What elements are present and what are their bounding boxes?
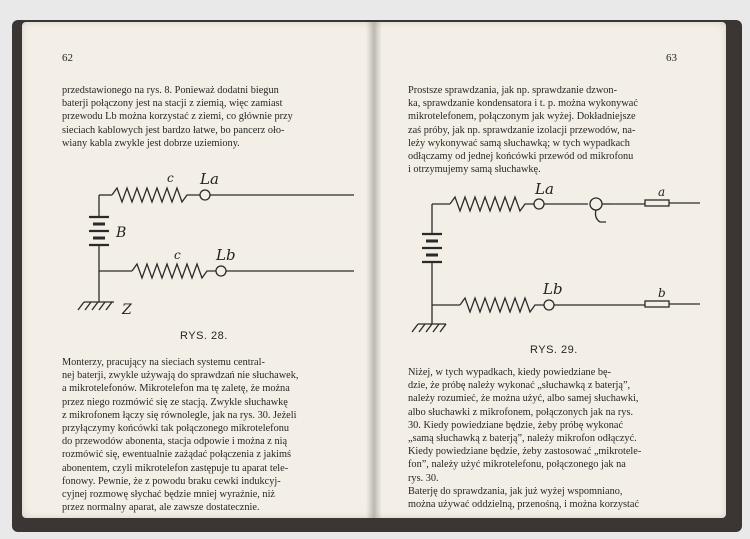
label-la: La bbox=[200, 170, 219, 188]
label-b: b bbox=[658, 286, 666, 300]
text-line: i otrzymujemy samą słuchawkę. bbox=[408, 164, 541, 176]
text-line: Niżej, w tych wypadkach, kiedy powiedziane bę- bbox=[408, 367, 612, 378]
figure-caption-29: RYS. 29. bbox=[530, 344, 578, 356]
text-line: Baterję do sprawdzania, jak już wyżej wspomniano, bbox=[408, 485, 623, 497]
left-page bbox=[22, 22, 374, 518]
text-line: zaś próby, jak np. sprawdzanie izolacji przewodów, na- bbox=[408, 124, 636, 136]
terminal-la bbox=[534, 199, 544, 209]
page-number-right: 63 bbox=[666, 52, 677, 64]
text-line: należy rozumieć, że można użyć, albo samej słuchawki, bbox=[408, 393, 639, 405]
receiver-icon bbox=[590, 198, 610, 222]
text-line: leży wykonywać samą słuchawką; w tych wypadkach bbox=[408, 137, 630, 149]
label-c-bottom: c bbox=[174, 248, 181, 262]
text-line: rozmówić się, ewentualnie zażądać połączenia z jakimś bbox=[62, 449, 291, 461]
text-line: przez niego rozmówić się ze stacją. Zwykle słuchawkę bbox=[62, 396, 288, 408]
text-line: mikrotelefonem, połączonym jak wyżej. Dokładniejsze bbox=[408, 111, 636, 123]
terminal-lb bbox=[216, 266, 226, 276]
resistor-c-top bbox=[112, 188, 200, 202]
text-line: przyłączymy końcówki tak połączonego mikrotelefonu bbox=[62, 423, 290, 435]
text-line: dzie, że próbę należy wykonać „słuchawką z baterją”, bbox=[408, 380, 631, 392]
left-bottom-paragraph bbox=[62, 356, 352, 514]
text-line: ka, sprawdzanie kondensatora i t. p. można wykonywać bbox=[408, 98, 638, 110]
circuit-diagram-29 bbox=[410, 182, 710, 342]
text-line: fon”, należy użyć mikrotelefonu, połączonego jak na bbox=[408, 459, 626, 471]
terminal-la bbox=[200, 190, 210, 200]
text-line: cyjnej rozmowę słychać będzie mniej wyraźnie, niż bbox=[62, 489, 275, 501]
label-battery: B bbox=[116, 225, 127, 241]
text-line: „samą słuchawką z baterją”, należy mikrofon odłączyć. bbox=[408, 433, 637, 445]
figure-caption-28: RYS. 28. bbox=[180, 330, 228, 342]
label-la: La bbox=[535, 180, 554, 198]
text-line: abonentem, czyli mikrotelefon zastępuje tu aparat tele- bbox=[62, 462, 289, 474]
right-top-paragraph bbox=[408, 84, 698, 176]
text-line: 30. Kiedy powiedziane będzie, żeby próbę wykonać bbox=[408, 419, 624, 431]
label-lb: Lb bbox=[543, 280, 563, 298]
resistor-bottom bbox=[460, 298, 544, 312]
text-line: z mikrofonem łączy się równolegle, jak na rys. 30. Jeżeli bbox=[62, 409, 297, 421]
text-line: a mikrotelefonów. Mikrotelefon ma tę zaletę, że można bbox=[62, 383, 290, 395]
resistor-c-bottom bbox=[132, 264, 216, 278]
clip-a bbox=[645, 200, 669, 206]
left-top-paragraph bbox=[62, 84, 352, 150]
text-line: fonowy. Pewnie, że z powodu braku cewki indukcyj- bbox=[62, 475, 281, 487]
text-line: wiany kabla zwykle jest dobrze uziemiony. bbox=[62, 137, 240, 149]
text-line: baterji połączony jest na stacji z ziemią, więc zamiast bbox=[62, 98, 283, 110]
circuit-diagram-28 bbox=[64, 162, 364, 322]
text-line: do przewodów abonenta, stacja odpowie i można z nią bbox=[62, 436, 288, 448]
text-line: rys. 30. bbox=[408, 472, 439, 484]
label-lb: Lb bbox=[216, 246, 236, 264]
text-line: Kiedy powiedziane będzie, żeby zastosować „mikrotele- bbox=[408, 446, 642, 458]
text-line: Monterzy, pracujący na sieciach systemu central- bbox=[62, 357, 265, 368]
text-line: przedstawionego na rys. 8. Ponieważ dodatni biegun bbox=[62, 85, 279, 96]
text-line: odłączamy od jednej końcówki przewód od mikrofonu bbox=[408, 151, 634, 163]
clip-b bbox=[645, 301, 669, 307]
right-bottom-paragraph bbox=[408, 366, 698, 511]
resistor-top bbox=[450, 197, 534, 211]
text-line: albo słuchawki z mikrofonem, połączonych jak na rys. bbox=[408, 406, 634, 418]
right-page bbox=[374, 22, 726, 518]
text-line: można używać oddzielną, przenośną, i można korzystać bbox=[408, 499, 640, 511]
book-gutter bbox=[366, 22, 382, 518]
label-a: a bbox=[658, 185, 666, 199]
text-line: przewodu Lb można korzystać z ziemi, co głównie przy bbox=[62, 111, 293, 123]
terminal-lb bbox=[544, 300, 554, 310]
page-number-left: 62 bbox=[62, 52, 73, 64]
text-line: Prostsze sprawdzania, jak np. sprawdzanie dzwon- bbox=[408, 85, 618, 96]
text-line: nej baterji, zwykle używają do sprawdzań nie słuchawek, bbox=[62, 370, 299, 382]
label-c-top: c bbox=[167, 171, 174, 185]
text-line: przez normalny aparat, ale zawsze dostatecznie. bbox=[62, 502, 260, 514]
text-line: sieciach kablowych jest bardzo łatwe, bo pancerz oło- bbox=[62, 124, 285, 136]
label-ground: Z bbox=[122, 302, 132, 318]
